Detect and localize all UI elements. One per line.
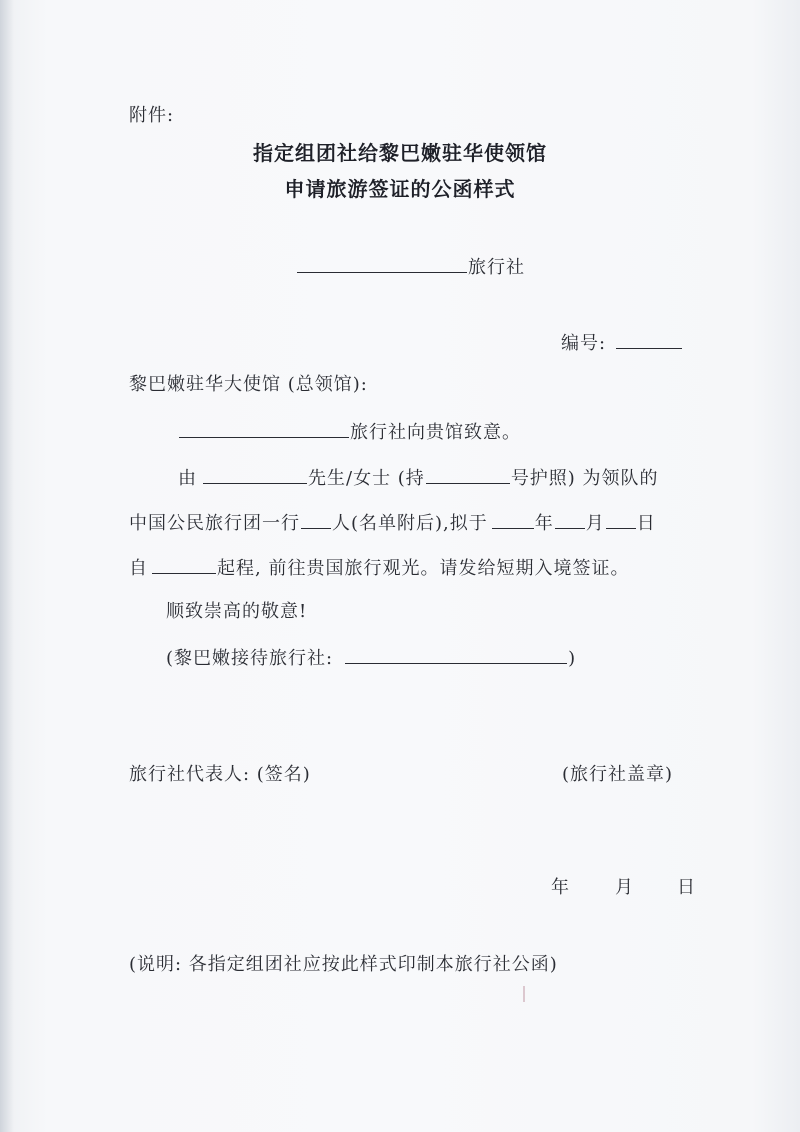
day-blank[interactable] [606,510,636,529]
title-line-1: 指定组团社给黎巴嫩驻华使领馆 [253,141,547,165]
body-text: 中国公民旅行团一行 [129,513,300,534]
representative-signature: 旅行社代表人: (签名) [129,764,311,785]
group-size-blank[interactable] [301,510,331,529]
date-month: 月 [615,877,634,898]
body-line-3 [129,555,629,581]
agency-name-blank[interactable] [297,254,467,273]
body-text: 年 [534,513,554,534]
body-text: 先生/女士 (持 [308,468,425,489]
year-blank[interactable] [492,510,534,529]
agency-seal: (旅行社盖章) [562,764,674,785]
date-year: 年 [551,877,570,898]
addressee: 黎巴嫩驻华大使馆 (总领馆): [129,374,368,395]
body-text: 自 [129,558,148,579]
body-text: 号护照) 为领队的 [510,468,659,489]
date-day: 日 [677,877,696,898]
host-agency-prefix: (黎巴嫩接待旅行社: [166,648,334,669]
host-agency-suffix: ) [568,648,577,669]
closing: 顺致崇高的敬意! [166,601,308,622]
title-line-2: 申请旅游签证的公函样式 [284,177,516,201]
departure-place-blank[interactable] [152,555,216,574]
body-line-2 [129,510,656,536]
agency-header-line [296,254,525,280]
leader-name-blank[interactable] [203,465,307,484]
host-agency-blank[interactable] [345,645,567,664]
attachment-label: 附件: [129,105,175,126]
agency-suffix: 旅行社 [468,257,525,278]
host-agency-line [166,645,576,671]
instruction-note: (说明: 各指定组团社应按此样式印制本旅行社公函) [129,954,558,975]
scan-mark [523,986,525,1002]
body-text: 起程, 前往贵国旅行观光。请发给短期入境签证。 [217,558,630,579]
number-blank[interactable] [616,330,682,349]
number-label: 编号: [561,333,607,354]
greeting-line [178,419,521,445]
body-text: 由 [178,468,197,489]
number-line [561,330,683,356]
body-line-1 [178,465,659,491]
passport-number-blank[interactable] [426,465,510,484]
body-text: 人(名单附后),拟于 [332,513,488,534]
greeting-agency-blank[interactable] [179,419,349,438]
page-edge-shadow [0,0,14,1132]
month-blank[interactable] [555,510,585,529]
greeting-suffix: 旅行社向贵馆致意。 [350,422,521,443]
body-text: 日 [636,513,656,534]
body-text: 月 [585,513,605,534]
